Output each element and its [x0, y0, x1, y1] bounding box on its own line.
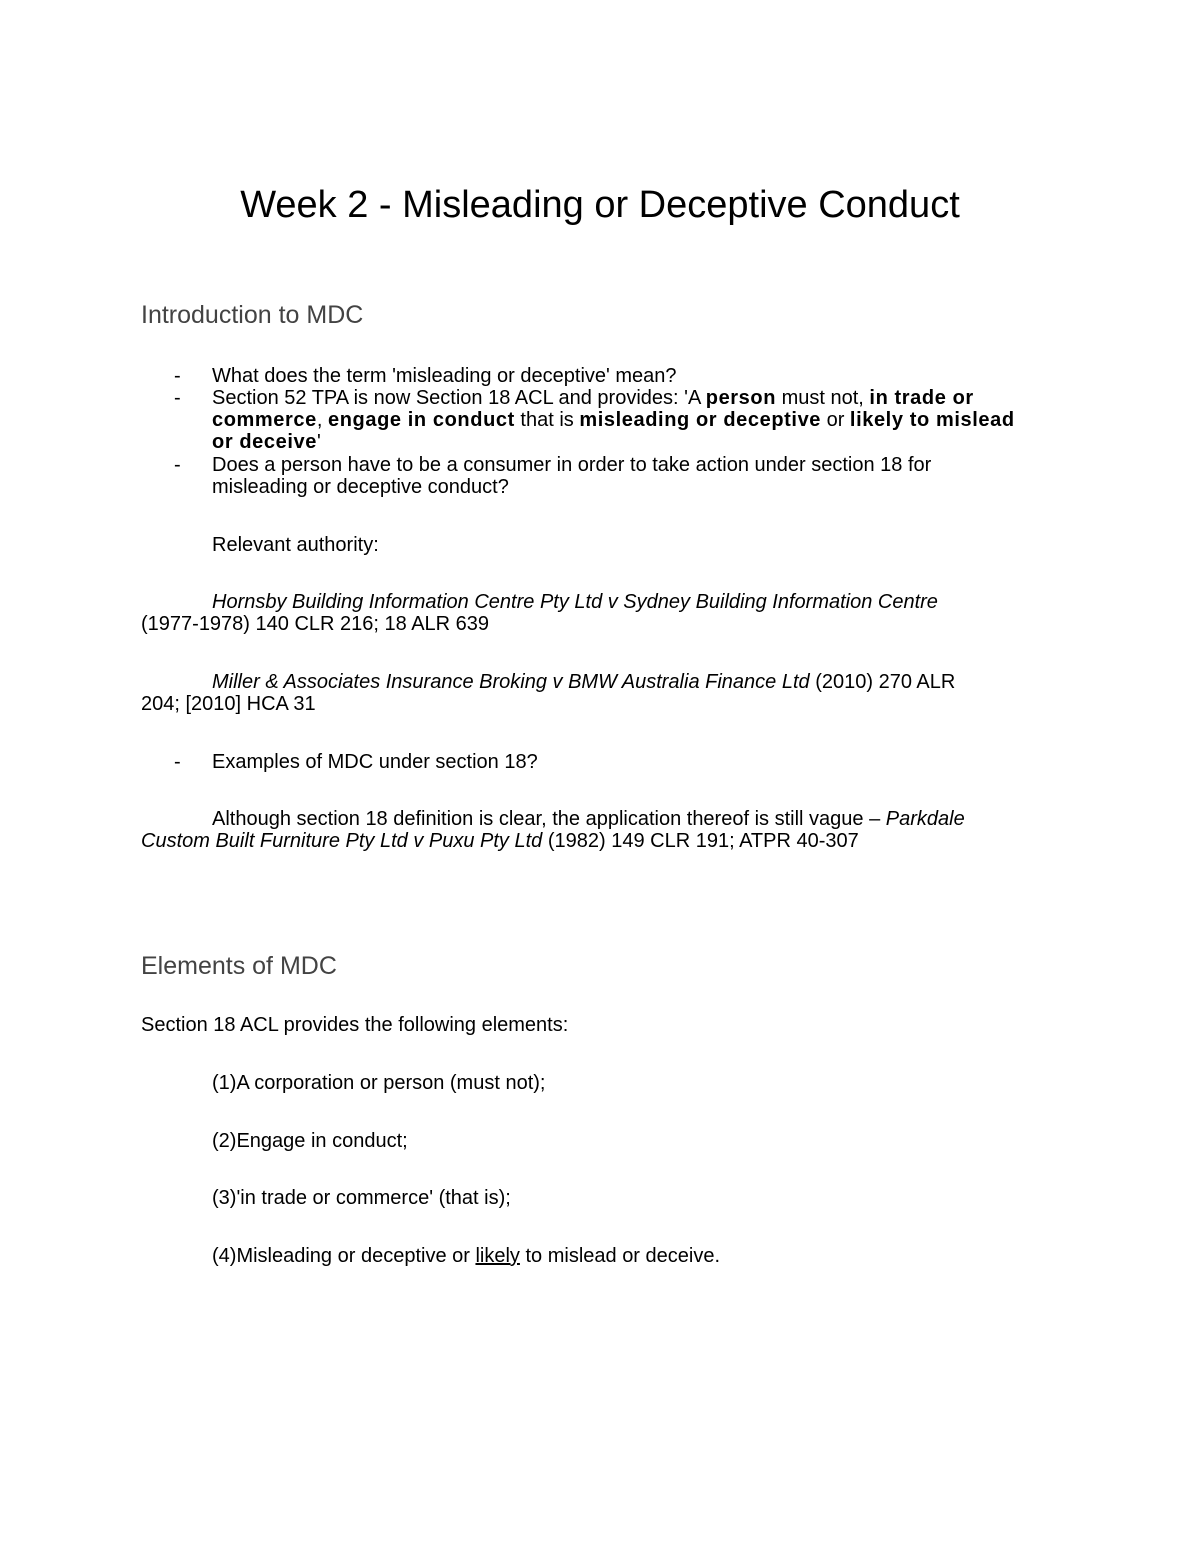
- bullet-2-line-1: [212, 387, 974, 409]
- parkdale-line-2: [141, 830, 859, 852]
- element-item-1: (1)A corporation or person (must not);: [212, 1072, 546, 1094]
- element-item-3: (3)'in trade or commerce' (that is);: [212, 1187, 511, 1209]
- underlined-run: likely: [475, 1245, 520, 1267]
- case-1-citation: (1977-1978) 140 CLR 216; 18 ALR 639: [141, 613, 490, 635]
- bullet-3-line-1: Does a person have to be a consumer in order to take action under section 18 for: [212, 454, 932, 476]
- relevant-authority: Relevant authority:: [212, 534, 379, 556]
- bullet-marker: -: [174, 387, 181, 409]
- bullet-2-line-3: [212, 431, 321, 453]
- text-run: or: [821, 409, 850, 431]
- case-2-line-1: [212, 671, 955, 693]
- bullet-marker: -: [174, 751, 181, 773]
- text-run: (2010) 270 ALR: [809, 671, 956, 693]
- bold-run: likely to mislead: [849, 409, 1015, 431]
- element-item-4: [212, 1245, 720, 1267]
- elements-lead: Section 18 ACL provides the following elements:: [141, 1014, 569, 1036]
- text-run: Although section 18 definition is clear, the application thereof is still vague –: [212, 808, 886, 830]
- bold-run: misleading or deceptive: [579, 409, 822, 431]
- case-name-italic: Miller & Associates Insurance Broking v BMW Australia Finance Ltd: [212, 671, 810, 693]
- bullet-marker: -: [174, 365, 181, 387]
- bullet-3-line-2: misleading or deceptive conduct?: [212, 476, 509, 498]
- bold-run: person: [705, 387, 777, 409]
- element-item-2: (2)Engage in conduct;: [212, 1130, 408, 1152]
- case-name-italic: Hornsby Building Information Centre Pty Ltd v Sydney Building Information Centre: [212, 591, 938, 613]
- parkdale-line-1: [212, 808, 965, 830]
- bullet-2-line-2: [212, 409, 1015, 431]
- case-name-italic: Parkdale: [885, 808, 965, 830]
- bullet-1: What does the term 'misleading or deceptive' mean?: [212, 365, 677, 387]
- intro-heading: Introduction to MDC: [141, 301, 364, 329]
- case-name-italic: Custom Built Furniture Pty Ltd v Puxu Pty Ltd: [141, 830, 543, 852]
- case-1-name: [212, 591, 938, 613]
- text-run: (4)Misleading or deceptive or: [212, 1245, 476, 1267]
- bold-run: or deceive: [212, 431, 317, 453]
- bullet-marker: -: [174, 454, 181, 476]
- bold-run: in trade or: [869, 387, 974, 409]
- text-run: that is: [514, 409, 580, 431]
- text-run: to mislead or deceive.: [519, 1245, 721, 1267]
- bold-run: engage in conduct: [327, 409, 515, 431]
- case-2-line-2: 204; [2010] HCA 31: [141, 693, 316, 715]
- elements-heading: Elements of MDC: [141, 952, 337, 980]
- document-title: Week 2 - Misleading or Deceptive Conduct: [240, 184, 960, 226]
- text-run: ,: [316, 409, 328, 431]
- bold-run: commerce: [212, 409, 317, 431]
- text-run: must not,: [776, 387, 870, 409]
- text-run: Section 52 TPA is now Section 18 ACL and provides: 'A: [212, 387, 706, 409]
- text-run: (1982) 149 CLR 191; ATPR 40-307: [542, 830, 859, 852]
- bullet-4: Examples of MDC under section 18?: [212, 751, 538, 773]
- text-run: ': [316, 431, 321, 453]
